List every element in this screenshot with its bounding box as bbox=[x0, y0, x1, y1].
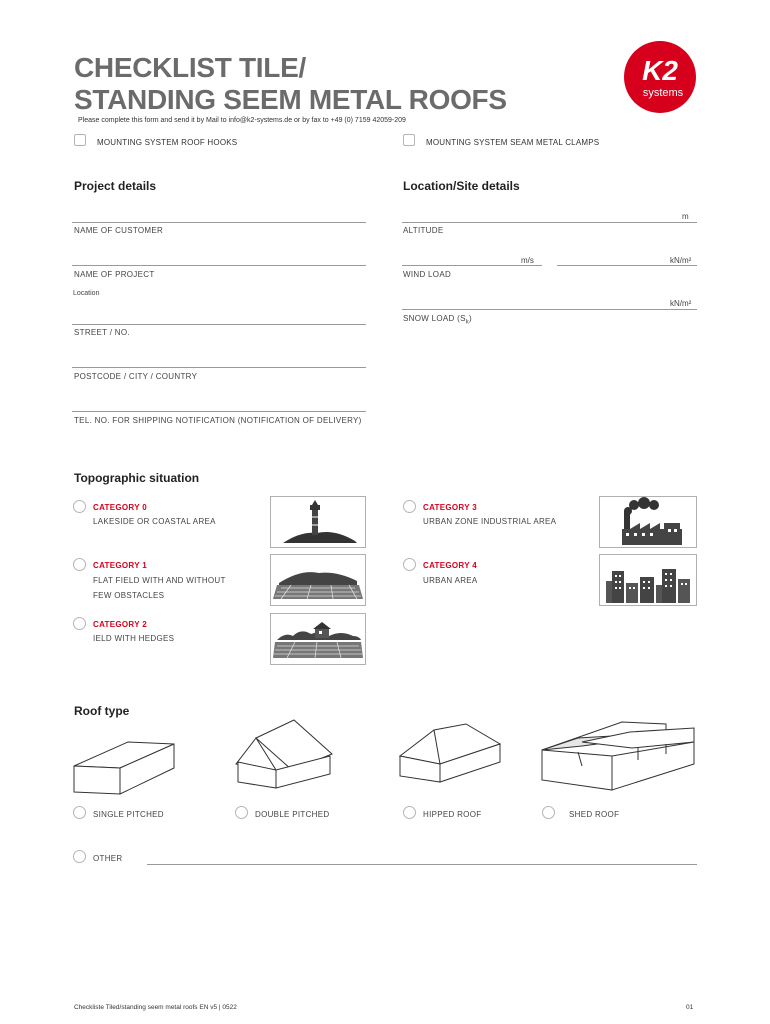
intro-text: Please complete this form and send it by Mail to info@k2-systems.de or by fax to +49 (0) 7159 42059-209 bbox=[78, 117, 406, 124]
single-pitched-roof-illustration bbox=[70, 738, 180, 798]
shed-roof-illustration bbox=[542, 722, 694, 790]
category-2-desc: IELD WITH HEDGES bbox=[93, 634, 175, 643]
hedges-illustration bbox=[270, 613, 366, 665]
k2-logo bbox=[623, 40, 697, 114]
street-label: STREET / NO. bbox=[74, 328, 130, 337]
category-4-radio[interactable] bbox=[403, 558, 416, 571]
category-3-title: CATEGORY 3 bbox=[423, 503, 477, 512]
category-4-title: CATEGORY 4 bbox=[423, 561, 477, 570]
site-details-heading: Location/Site details bbox=[403, 179, 520, 193]
topographic-heading: Topographic situation bbox=[74, 471, 200, 485]
project-name-label: NAME OF PROJECT bbox=[74, 270, 155, 279]
category-3-radio[interactable] bbox=[403, 500, 416, 513]
other-roof-label: OTHER bbox=[93, 854, 123, 863]
seam-clamps-label: MOUNTING SYSTEM SEAM METAL CLAMPS bbox=[426, 138, 600, 147]
roof-hooks-checkbox[interactable] bbox=[74, 134, 86, 146]
shed-roof-label: SHED ROOF bbox=[569, 810, 620, 819]
snow-unit: kN/m² bbox=[670, 299, 692, 308]
wind-label: WIND LOAD bbox=[403, 270, 452, 279]
logo-text: K2 bbox=[642, 55, 678, 86]
other-roof-field[interactable] bbox=[147, 864, 697, 865]
double-pitched-label: DOUBLE PITCHED bbox=[255, 810, 330, 819]
page-title bbox=[74, 52, 507, 116]
seam-clamps-checkbox[interactable] bbox=[403, 134, 415, 146]
industrial-illustration bbox=[599, 496, 697, 548]
snow-label: SNOW LOAD $(S_k)$ bbox=[403, 314, 472, 326]
category-2-title: CATEGORY 2 bbox=[93, 620, 147, 629]
footer-document-id: Checkliste Tiled/standing seem metal roofs EN v5 | 0522 bbox=[74, 1004, 237, 1011]
category-0-desc: LAKESIDE OR COASTAL AREA bbox=[93, 517, 216, 526]
wind-unit-ms: m/s bbox=[521, 256, 534, 265]
wind-kn-field[interactable] bbox=[557, 265, 697, 266]
category-2-radio[interactable] bbox=[73, 617, 86, 630]
tel-field[interactable] bbox=[72, 411, 366, 412]
customer-field[interactable] bbox=[72, 222, 366, 223]
category-4-desc: URBAN AREA bbox=[423, 576, 478, 585]
category-1-desc-1: FLAT FIELD WITH AND WITHOUT bbox=[93, 576, 226, 585]
roof-type-heading: Roof type bbox=[74, 704, 130, 718]
shed-roof-radio[interactable] bbox=[542, 806, 555, 819]
logo-subtext: systems bbox=[642, 87, 684, 99]
category-1-desc-2: FEW OBSTACLES bbox=[93, 591, 165, 600]
wind-ms-field[interactable] bbox=[402, 265, 542, 266]
roof-hooks-label: MOUNTING SYSTEM ROOF HOOKS bbox=[97, 138, 238, 147]
snow-field[interactable] bbox=[402, 309, 697, 310]
street-field[interactable] bbox=[72, 324, 366, 325]
project-name-field[interactable] bbox=[72, 265, 366, 266]
category-3-desc: URBAN ZONE INDUSTRIAL AREA bbox=[423, 517, 557, 526]
postcode-label: POSTCODE / CITY / COUNTRY bbox=[74, 372, 198, 381]
hipped-roof-illustration bbox=[400, 724, 500, 782]
single-pitched-label: SINGLE PITCHED bbox=[93, 810, 164, 819]
hipped-roof-label: HIPPED ROOF bbox=[423, 810, 482, 819]
double-pitched-radio[interactable] bbox=[235, 806, 248, 819]
location-caption: Location bbox=[73, 290, 100, 297]
urban-illustration bbox=[599, 554, 697, 606]
project-details-heading: Project details bbox=[74, 179, 157, 193]
flat-field-illustration bbox=[270, 554, 366, 606]
title-line-1: CHECKLIST TILE/ bbox=[74, 52, 306, 83]
lighthouse-illustration bbox=[270, 496, 366, 548]
altitude-label: ALTITUDE bbox=[403, 226, 444, 235]
single-pitched-radio[interactable] bbox=[73, 806, 86, 819]
customer-label: NAME OF CUSTOMER bbox=[74, 226, 164, 235]
category-1-radio[interactable] bbox=[73, 558, 86, 571]
category-1-title: CATEGORY 1 bbox=[93, 561, 147, 570]
other-roof-radio[interactable] bbox=[73, 850, 86, 863]
wind-unit-kn: kN/m² bbox=[670, 256, 692, 265]
page-number: 01 bbox=[686, 1004, 694, 1011]
category-0-title: CATEGORY 0 bbox=[93, 503, 147, 512]
hipped-roof-radio[interactable] bbox=[403, 806, 416, 819]
tel-label: TEL. NO. FOR SHIPPING NOTIFICATION (NOTIFICATION OF DELIVERY) bbox=[74, 416, 362, 425]
altitude-field[interactable] bbox=[402, 222, 697, 223]
altitude-unit: m bbox=[682, 212, 689, 221]
category-0-radio[interactable] bbox=[73, 500, 86, 513]
postcode-field[interactable] bbox=[72, 367, 366, 368]
title-line-2: STANDING SEEM METAL ROOFS bbox=[74, 84, 507, 115]
double-pitched-roof-illustration bbox=[236, 720, 332, 788]
